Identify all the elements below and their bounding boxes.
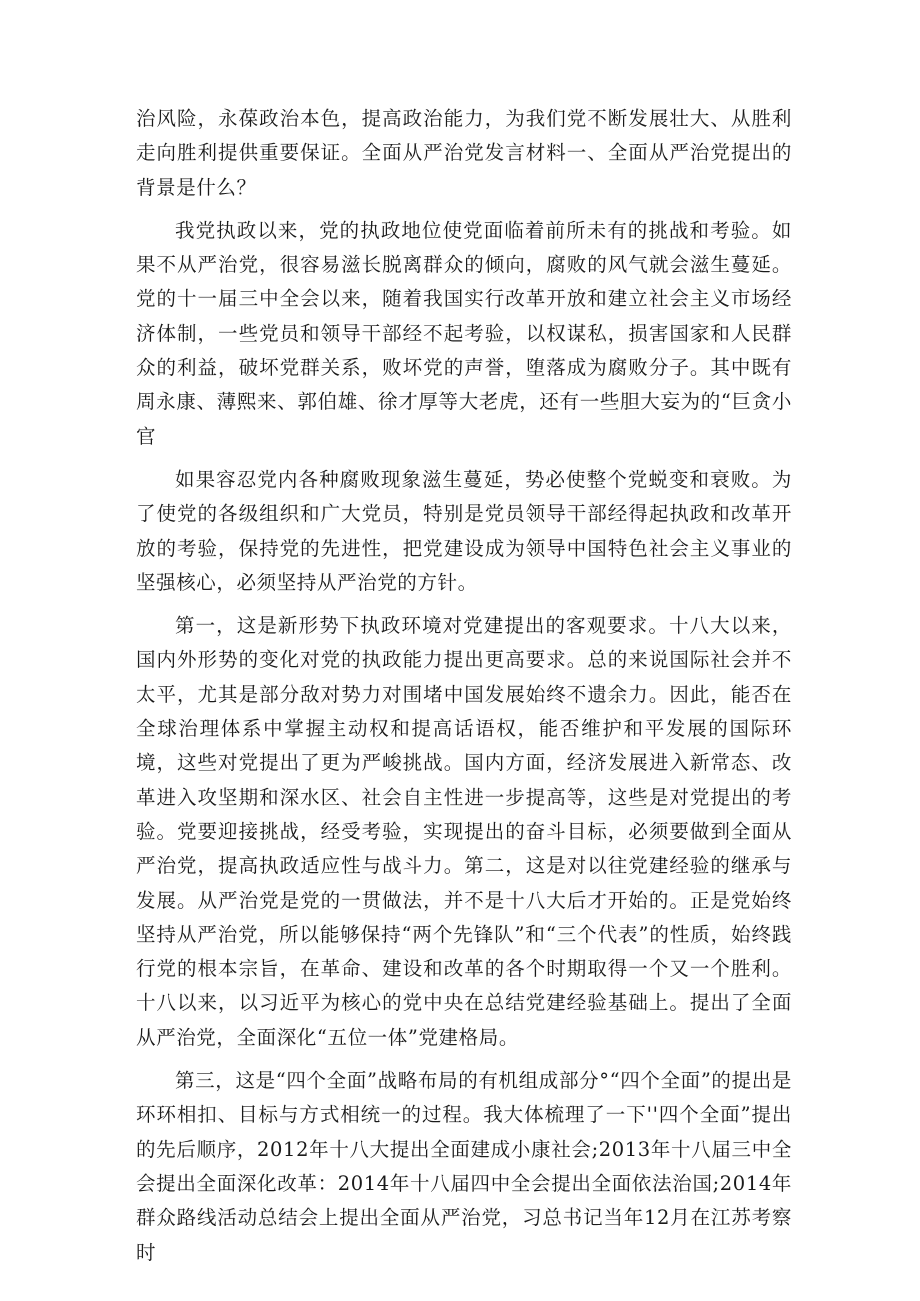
document-page (136, 102, 792, 1279)
paragraph: 如果容忍党内各种腐败现象滋生蔓延，势必使整个党蜕变和衰败。为了使党的各级组织和广大党员，特别是党员领导干部经得起执政和改革开放的考验，保持党的先进性，把党建设成为领导中国特色社会主义事业的坚强核心，必须坚持从严治党的方针。 (136, 467, 792, 594)
paragraph: 我党执政以来，党的执政地位使党面临着前所未有的挑战和考验。如果不从严治党，很容易滋长脱离群众的倾向，腐败的风气就会滋生蔓延。党的十一届三中全会以来，随着我国实行改革开放和建立社会主义市场经济体制，一些党员和领导干部经不起考验，以权谋私，损害国家和人民群众的利益，破坏党群关系，败坏党的声誉，堕落成为腐败分子。其中既有周永康、薄熙来、郭伯雄、徐才厚等大老虎，还有一些胆大妄为的“巨贪小官 (136, 218, 792, 448)
paragraph: 第一，这是新形势下执政环境对党建提出的客观要求。十八大以来，国内外形势的变化对党的执政能力提出更高要求。总的来说国际社会并不太平，尤其是部分敌对势力对围堵中国发展始终不遗余力。因此，能否在全球治理体系中掌握主动权和提高话语权，能否维护和平发展的国际环境，这些对党提出了更为严峻挑战。国内方面，经济发展进入新常态、改革进入攻坚期和深水区、社会自主性进一步提高等，这些是对党提出的考验。党要迎接挑战，经受考验，实现提出的奋斗目标，必须要做到全面从严治党，提高执政适应性与战斗力。第二，这是对以往党建经验的继承与发展。从严治党是党的一贯做法，并不是十八大后才开始的。正是党始终坚持从严治党，所以能够保持“两个先锋队”和“三个代表”的性质，始终践行党的根本宗旨，在革命、建设和改革的各个时期取得一个又一个胜利。十八以来，以习近平为核心的党中央在总结党建经验基础上。提出了全面从严治党，全面深化“五位一体”党建格局。 (136, 614, 792, 1049)
paragraph: 第三，这是“四个全面”战略布局的有机组成部分°“四个全面”的提出是环环相扣、目标与方式相统一的过程。我大体梳理了一下''四个全面”提出的先后顺序，2012年十八大提出全面建成小康社会;2013年十八届三中全会提出全面深化改革：2014年十八届四中全会提出全面依法治国;2014年群众路线活动总结会上提出全面从严治党，习总书记当年12月在江苏考察时 (136, 1069, 792, 1264)
paragraph: 治风险，永葆政治本色，提高政治能力，为我们党不断发展壮大、从胜利走向胜利提供重要保证。全面从严治党发言材料一、全面从严治党提出的背景是什么？ (136, 107, 792, 199)
